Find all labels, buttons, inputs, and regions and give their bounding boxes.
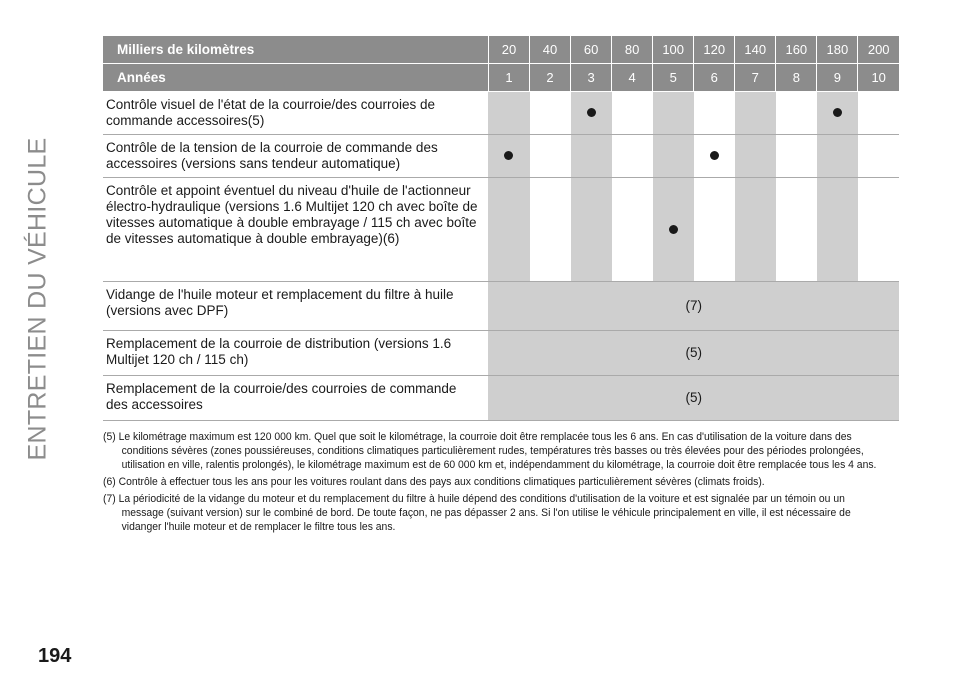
header-km-label: Milliers de kilomètres: [103, 36, 488, 64]
maintenance-schedule-table: [103, 36, 899, 421]
schedule-cell: [571, 135, 612, 178]
schedule-cell: [776, 135, 817, 178]
scheduled-dot-icon: [833, 108, 842, 117]
table-row: [103, 92, 899, 135]
schedule-cell: [530, 92, 571, 135]
km-cell: 120: [694, 36, 735, 64]
year-cell: 3: [571, 64, 612, 92]
row-label: Contrôle visuel de l'état de la courroie/des courroies de commande accessoires(5): [103, 92, 488, 135]
row-label: Remplacement de la courroie de distribution (versions 1.6 Multijet 120 ch / 115 ch): [103, 331, 488, 376]
schedule-cell: [817, 178, 858, 282]
km-cell: 40: [530, 36, 571, 64]
scheduled-dot-icon: [669, 225, 678, 234]
km-cell: 140: [735, 36, 776, 64]
scheduled-dot-icon: [504, 151, 513, 160]
footnote-7: (7) La périodicité de la vidange du moteur et du remplacement du filtre à huile dépend des conditions d'utilisation de la voiture et est signalée par un témoin ou un message (suivant version) sur le combiné de bord. De toute façon, ne pas dépasser 2 ans. Si l'on utilise le véhicule principalement en ville, il est nécessaire de vidanger l'huile moteur et de remplacer le filtre tous les ans.: [103, 493, 851, 533]
year-cell: 2: [530, 64, 571, 92]
footnote-5: (5) Le kilométrage maximum est 120 000 km. Quel que soit le kilométrage, la courroie doit être remplacée tous les 6 ans. En cas d'utilisation de la voiture dans des conditions sévères (zones poussiéreuses, conditions climatiques particulièrement rudes, températures très basses ou très élevées pour des périodes prolongées, utilisation en ville, ralentis prolongés), le kilométrage maximum est de 60 000 km et, indépendamment du kilométrage, la courroie doit être remplacée tous les 4 ans.: [103, 431, 877, 471]
row-label: Vidange de l'huile moteur et remplacement du filtre à huile (versions avec DPF): [103, 282, 488, 331]
km-cell: 60: [571, 36, 612, 64]
schedule-cell: [817, 135, 858, 178]
year-cell: 8: [776, 64, 817, 92]
schedule-cell: [735, 135, 776, 178]
schedule-cell: [571, 92, 612, 135]
header-row-km: [103, 36, 899, 64]
interval-note-cell: (5): [488, 331, 899, 376]
table-row: [103, 135, 899, 178]
schedule-cell: [612, 135, 653, 178]
schedule-cell: [653, 178, 694, 282]
footnote-6: (6) Contrôle à effectuer tous les ans pour les voitures roulant dans des pays aux conditions climatiques particulièrement sévères (climats froids).: [103, 476, 765, 488]
km-cell: 160: [776, 36, 817, 64]
year-cell: 4: [612, 64, 653, 92]
schedule-cell: [488, 135, 529, 178]
schedule-cell: [571, 178, 612, 282]
km-cell: 20: [488, 36, 529, 64]
year-cell: 9: [817, 64, 858, 92]
row-label: Contrôle de la tension de la courroie de commande des accessoires (versions sans tendeur automatique): [103, 135, 488, 178]
schedule-cell: [817, 92, 858, 135]
km-cell: 80: [612, 36, 653, 64]
km-cell: 180: [817, 36, 858, 64]
schedule-cell: [653, 92, 694, 135]
schedule-cell: [735, 92, 776, 135]
table-row: [103, 178, 899, 282]
schedule-cell: [735, 178, 776, 282]
section-title-text: ENTRETIEN DU VÉHICULE: [23, 137, 52, 461]
schedule-cell: [488, 92, 529, 135]
schedule-cell: [653, 135, 694, 178]
km-cell: 100: [653, 36, 694, 64]
year-cell: 10: [858, 64, 899, 92]
page-number: 194: [38, 645, 72, 667]
schedule-cell: [612, 178, 653, 282]
table-row: [103, 376, 899, 421]
schedule-cell: [694, 92, 735, 135]
schedule-cell: [858, 178, 899, 282]
header-row-years: [103, 64, 899, 92]
schedule-cell: [694, 178, 735, 282]
footnotes: [103, 430, 903, 537]
schedule-cell: [776, 178, 817, 282]
interval-note-cell: (5): [488, 376, 899, 421]
row-label: Remplacement de la courroie/des courroies de commande des accessoires: [103, 376, 488, 421]
schedule-cell: [530, 178, 571, 282]
year-cell: 1: [488, 64, 529, 92]
schedule-cell: [858, 92, 899, 135]
schedule-cell: [858, 135, 899, 178]
interval-note-cell: (7): [488, 282, 899, 331]
schedule-cell: [488, 178, 529, 282]
table-row: [103, 331, 899, 376]
schedule-cell: [530, 135, 571, 178]
year-cell: 7: [735, 64, 776, 92]
schedule-cell: [612, 92, 653, 135]
scheduled-dot-icon: [587, 108, 596, 117]
year-cell: 5: [653, 64, 694, 92]
scheduled-dot-icon: [710, 151, 719, 160]
year-cell: 6: [694, 64, 735, 92]
table-row: [103, 282, 899, 331]
schedule-cell: [694, 135, 735, 178]
km-cell: 200: [858, 36, 899, 64]
row-label: Contrôle et appoint éventuel du niveau d'huile de l'actionneur électro-hydraulique (versions 1.6 Multijet 120 ch avec boîte de vitesses automatique à double embrayage / 115 ch avec boîte de vitesses automatique à double embrayage)(6): [103, 178, 488, 282]
header-years-label: Années: [103, 64, 488, 92]
schedule-cell: [776, 92, 817, 135]
